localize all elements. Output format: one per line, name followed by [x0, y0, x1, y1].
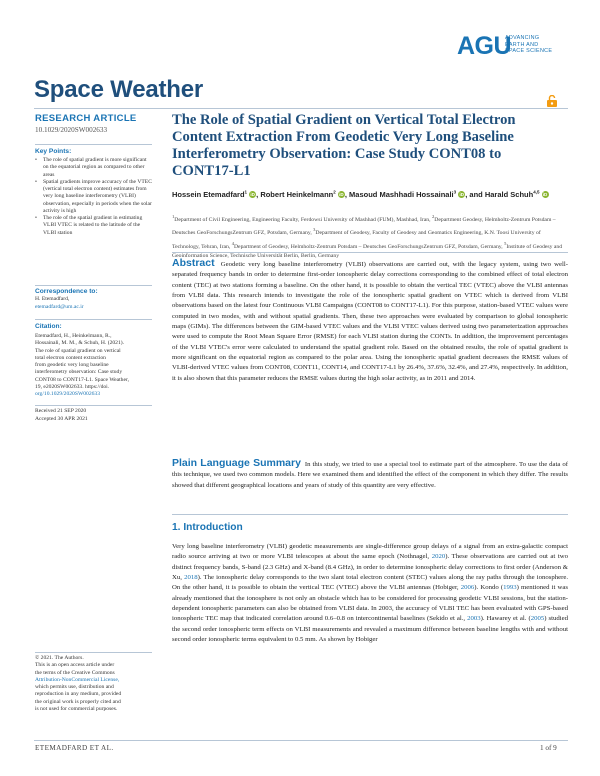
sidebar-divider: [35, 144, 152, 145]
header-divider: [34, 108, 568, 109]
doi[interactable]: 10.1029/2020SW002633: [35, 126, 108, 134]
citation-link[interactable]: 2003: [467, 615, 481, 623]
article-title: The Role of Spatial Gradient on Vertical Total Electron Content Extraction From Geodetic Very Long Baseline Interferometry Observation: Case Study CONT08 to CONT17-L1: [172, 112, 516, 179]
citation-text: Etemadfard, H., Heinkelmann, R., Hossainali, M. M., & Schuh, H. (2021). The role of spatial gradient on vertical total electron content extraction from geodetic very long baseline interferometry observation: Case study CONT08 to CONT17-L1. Space Weather, 19, e2020SW002633. https://doi. org/10.1029/2020SW002633: [35, 333, 153, 398]
agu-logo[interactable]: [457, 30, 569, 64]
pls-text: In this study, we tried to use a special tool to estimate part of the atmosphere. To use the data of this technique, we used two common models. Here we examined them and identified the effect of the component in which they differ. The results showed that different geographical locations and years of study of this quantity are very effective.: [172, 461, 569, 489]
orcid-icon[interactable]: iD: [250, 192, 255, 198]
section-divider: [172, 514, 568, 515]
abstract: [172, 258, 568, 384]
citation-link[interactable]: 2005: [530, 615, 545, 623]
introduction-text: Very long baseline interferometry (VLBI) geodetic measurements are single-difference group delays of a signal from an extra-galactic compact radio source arriving at two or more VLBI telescopes at about the same epoch (Nothnagel, 2020). These observations are carried out at two distinct frequency bands, S-band (2.3 GHz) and X-band (8.4 GHz), in order to determine ionospheric delay corrections to first order (Anderson & Xu, 2018). The ionospheric delay corresponds to the two slant total electron content (STEC) values along the ray paths through the ionosphere. On the other hand, it is possible to obtain the vertical TEC (VTEC) above the VLBI antennas (Hobiger, 2006). Kondo (1993) mentioned it was already mentioned that the ionosphere is not only an obstacle which has to be considered for processing geodetic VLBI sessions, but the station-dependent ionospheric parameters can also be obtained from VLBI data. In 2003, the accuracy of VLBI TEC has been evaluated with GPS-based ionospheric TEC map that indicated correlation around 0.6–0.8 on intercontinental baselines (Sekido et al., 2003). Hawarey et al. (2005) studied the second order ionospheric term effects on VLBI measurements and revealed a maximum difference between baseline lengths with and without second order ionospheric terms equivalent to 0.5 mm. As shown by Hobiger: [172, 543, 569, 644]
sidebar-divider: [35, 319, 152, 320]
key-point: • The role of spatial gradient is more significant on the equatorial region as compared to other areas: [35, 157, 153, 179]
correspondence-heading: Correspondence to:: [35, 288, 98, 295]
key-point: • The role of the spatial gradient in estimating VLBI VTEC is related to the latitude of the VLBI station: [35, 215, 153, 237]
accepted-date: Accepted 30 APR 2021: [35, 416, 88, 422]
affiliations: $^1$Department of Civil Engineering, Engineering Faculty, Ferdowsi University of Mashhad (FUM), Mashhad, Iran, $^2$Department Geodesy, Helmholtz-Zentrum Potsdam – Deutsches GeoForschungsZentrum GFZ, Potsdam, Germany, $^3$Department of Geodesy, Faculty of Geodesy and Geomatics Engineering, K.N. Toosi University of Technology, Tehran, Iran, $^4$Department of Geodesy, Helmholtz-Zentrum Potsdam – Deutsches GeoForschungsZentrum GFZ, Potsdam, Germany, $^5$Institute of Geodesy and Geoinformation Science, Technische Universität Berlin, Berlin, Germany: [172, 214, 563, 259]
open-access-icon[interactable]: [546, 95, 558, 107]
sidebar-divider: [35, 405, 152, 406]
key-point: • Spatial gradients improve accuracy of the VTEC (vertical total electron content) estimates from very long baseline interferometry (VLBI) observation, especially in periods when the solar activity is high: [35, 179, 153, 215]
author[interactable]: Harald Schuh$^{4,5}$ iD: [484, 189, 548, 199]
key-points-heading: Key Points:: [35, 148, 72, 155]
citation-doi-link[interactable]: org/10.1029/2020SW002633: [35, 391, 101, 397]
sidebar-divider: [35, 652, 152, 653]
key-points-list: [35, 157, 153, 237]
abstract-text: Geodetic very long baseline interferometry (VLBI) observations are carried out, with the legacy system, using two well-separated frequency bands in order to determine first-order ionospheric delay corrections corresponding to the combined effect of total electron content (TEC) at two stations forming a baseline. On the other hand, it is possible to obtain the vertical TEC (VTEC) above the VLBI antennas from VLBI data. This research intends to investigate the role of the ionospheric spatial gradient on VTEC which is derived from VLBI observations based on the latest four Continuous VLBI Campaigns (CONT08 to CONT17-L1). For this purpose, station-based VTEC values were computed in two modes, with and without spatial gradients. Then, these two approaches were evaluated by comparison to global ionospheric maps (GIMs). The differences between the GIM-based VTEC values and the VLBI VTEC values derived using two parameterization approaches were used to compute the Root Mean Square Error (RMSE) for each VLBI station during the CONTs. In addition, the improvement percentages of the VLBI VTEC's error were calculated to understand the spatial gradient role. Based on the obtained results, the role of spatial gradient is more significant on the equatorial region as compared to the polar area. Using the ionospheric spatial gradient decreases the RMSE values of VLBI-derived VTEC values from CONT08, CONT11, CONT14, and CONT17-L1 by 26.4%, 37.6%, 32.4%, and 27.4%, respectively. In addition, it is also shown that this parameter reduces the RMSE values during the high solar activity, as in 2011 and 2014.: [172, 261, 568, 382]
orcid-icon[interactable]: iD: [459, 192, 464, 198]
citation-link[interactable]: 2018: [184, 574, 198, 582]
footer-divider: [34, 740, 568, 741]
author[interactable]: Robert Heinkelmann$^2$ iD,: [260, 189, 350, 199]
sidebar-divider: [35, 285, 152, 286]
citation-link[interactable]: 1993: [503, 584, 517, 592]
citation-link[interactable]: 2006: [460, 584, 475, 592]
section-divider: [172, 252, 568, 253]
running-head: ETEMADFARD ET AL.: [35, 744, 114, 752]
agu-logo-tagline: ADVANCING EARTH AND SPACE SCIENCE: [505, 35, 553, 55]
received-date: Received 21 SEP 2020: [35, 408, 87, 414]
correspondence-name: H. Etemadfard,: [35, 296, 70, 302]
introduction-heading: 1. Introduction: [172, 522, 243, 533]
agu-logo-mark: AGU: [457, 32, 512, 60]
orcid-icon[interactable]: iD: [542, 192, 548, 198]
citation-heading: Citation:: [35, 323, 62, 330]
article-type: RESEARCH ARTICLE: [35, 113, 137, 124]
plain-language-summary: [172, 458, 568, 491]
citation-link[interactable]: 2020: [431, 553, 446, 561]
license-link[interactable]: Attribution-NonCommercial License,: [35, 676, 120, 683]
correspondence-email[interactable]: etemadfard@um.ac.ir: [35, 304, 84, 310]
page-number: 1 of 9: [540, 744, 557, 752]
author[interactable]: Hossein Etemadfard$^1$ iD,: [172, 189, 261, 199]
author-list: [172, 186, 567, 200]
orcid-icon[interactable]: iD: [339, 192, 344, 198]
abstract-heading: Abstract: [172, 257, 215, 269]
author[interactable]: Masoud Mashhadi Hossainali$^3$ iD, and: [349, 189, 485, 199]
pls-heading: Plain Language Summary: [172, 457, 301, 469]
copyright: © 2021. The Authors. This is an open access article under the terms of the Creative Commons Attribution-NonCommercial License, which permits use, distribution and reproduction in any medium, provided the original work is properly cited and is not used for commercial purposes.: [35, 655, 153, 713]
journal-title[interactable]: Space Weather: [34, 76, 204, 103]
